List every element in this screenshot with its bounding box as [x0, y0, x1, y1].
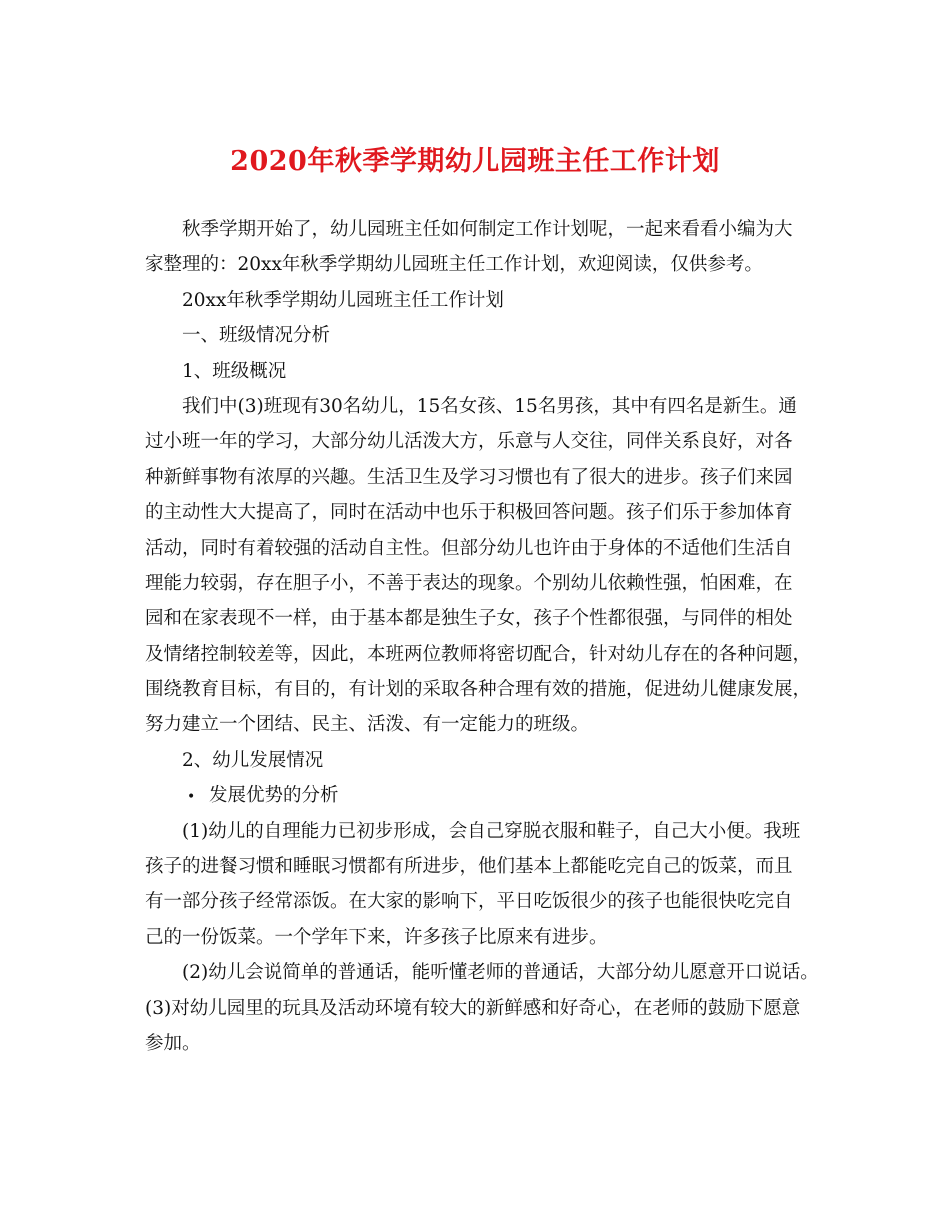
overview-line-10: 努力建立一个团结、民主、活泼、有一定能力的班级。 — [145, 714, 590, 736]
intro-line-1: 秋季学期开始了，幼儿园班主任如何制定工作计划呢，一起来看看小编为大 — [182, 219, 793, 240]
section-heading-class-analysis: 一、班级情况分析 — [182, 325, 331, 347]
subheading-child-development: 2、幼儿发展情况 — [182, 749, 324, 771]
bullet-item-label: 发展优势的分析 — [209, 785, 339, 807]
bullet-icon: • — [187, 789, 196, 806]
point3-line-1: (3)对幼儿园里的玩具及活动环境有较大的新鲜感和好奇心，在老师的鼓励下愿意 — [145, 997, 801, 1019]
overview-line-3: 种新鲜事物有浓厚的兴趣。生活卫生及学习习惯也有了很大的进步。孩子们来园 — [145, 466, 793, 488]
bullet-item-strengths — [145, 778, 817, 813]
plan-subtitle: 20xx年秋季学期幼儿园班主任工作计划 — [182, 289, 504, 311]
point3-line-2: 参加。 — [145, 1032, 201, 1054]
overview-line-5: 活动，同时有着较强的活动自主性。但部分幼儿也许由于身体的不适他们生活自 — [145, 537, 793, 559]
document-body — [145, 212, 817, 1061]
overview-line-6: 理能力较弱，存在胆子小，不善于表达的现象。个别幼儿依赖性强，怕困难，在 — [145, 572, 793, 594]
point2-line: (2)幼儿会说简单的普通话，能听懂老师的普通话，大部分幼儿愿意开口说话。 — [182, 962, 819, 984]
overview-line-7: 园和在家表现不一样，由于基本都是独生子女，孩子个性都很强，与同伴的相处 — [145, 608, 793, 630]
overview-line-9: 围绕教育目标，有目的，有计划的采取各种合理有效的措施，促进幼儿健康发展， — [145, 679, 812, 701]
point1-line-3: 有一部分孩子经常添饭。在大家的影响下，平日吃饭很少的孩子也能很快吃完自 — [145, 891, 793, 913]
point1-line-2: 孩子的进餐习惯和睡眠习惯都有所进步，他们基本上都能吃完自己的饭菜，而且 — [145, 856, 793, 878]
overview-line-1: 我们中(3)班现有30名幼儿，15名女孩、15名男孩，其中有四名是新生。通 — [182, 395, 797, 417]
overview-line-4: 的主动性大大提高了，同时在活动中也乐于积极回答问题。孩子们乐于参加体育 — [145, 502, 793, 524]
intro-line-2: 家整理的：20xx年秋季学期幼儿园班主任工作计划，欢迎阅读，仅供参考。 — [145, 254, 763, 276]
overview-line-8: 及情绪控制较差等，因此，本班两位教师将密切配合，针对幼儿存在的各种问题， — [145, 643, 812, 665]
subheading-class-overview: 1、班级概况 — [182, 360, 287, 382]
point1-line-4: 己的一份饭菜。一个学年下来，许多孩子比原来有进步。 — [145, 926, 608, 948]
document-title: 2020年秋季学期幼儿园班主任工作计划 — [230, 146, 720, 177]
point1-line-1: (1)幼儿的自理能力已初步形成，会自己穿脱衣服和鞋子，自己大小便。我班 — [182, 820, 801, 842]
overview-line-2: 过小班一年的学习，大部分幼儿活泼大方，乐意与人交往，同伴关系良好，对各 — [145, 431, 793, 453]
